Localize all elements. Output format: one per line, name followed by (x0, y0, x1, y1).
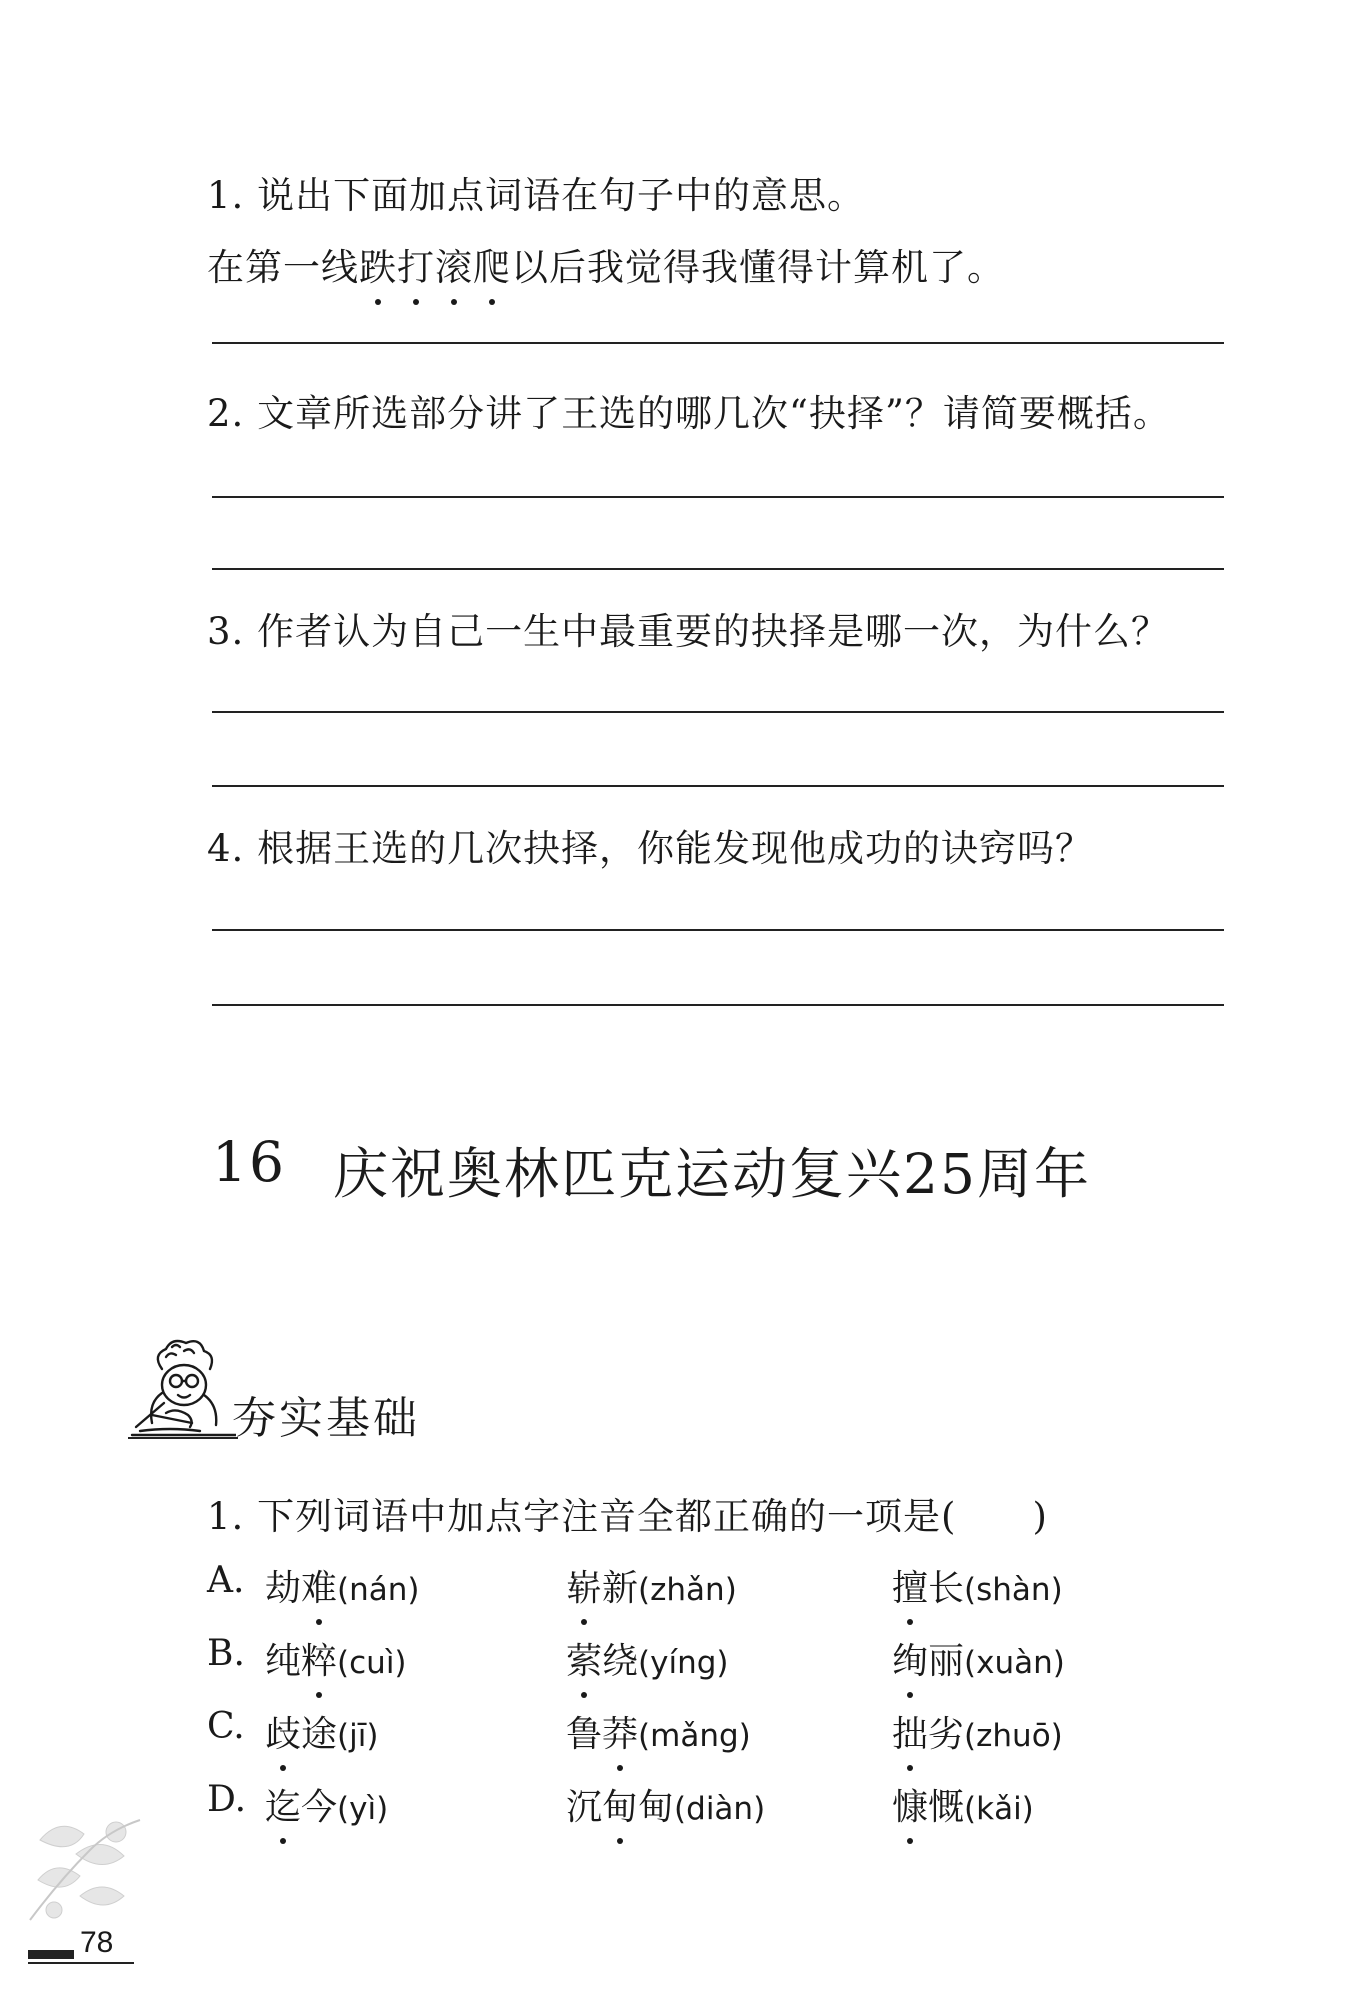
option-d-item-1: 迄今(yì) (265, 1779, 388, 1830)
option-b-letter[interactable]: B. (207, 1633, 245, 1674)
option-a-item-3: 擅长(shàn) (892, 1560, 1063, 1611)
question-2-prompt: 2. 文章所选部分讲了王选的哪几次“抉择”？请简要概括。 (207, 392, 1171, 435)
option-a-letter[interactable]: A. (207, 1560, 245, 1601)
question-1-prompt: 1. 说出下面加点词语在句子中的意思。 (207, 174, 866, 217)
lesson-title: 庆祝奥林匹克运动复兴25周年 (333, 1142, 1091, 1206)
page-number-bar (28, 1950, 74, 1959)
section-underline (128, 1437, 238, 1439)
option-d-item-3: 慷慨(kǎi) (892, 1779, 1034, 1830)
exercise-prompt: 1. 下列词语中加点字注音全都正确的一项是( ) (207, 1495, 1048, 1538)
sentence-before: 在第一线 (207, 246, 359, 289)
scholar-writing-icon (126, 1335, 236, 1447)
option-c-item-1: 歧途(jī) (265, 1706, 378, 1757)
answer-line[interactable] (212, 929, 1224, 931)
answer-line[interactable] (212, 342, 1224, 344)
option-b-item-3: 绚丽(xuàn) (892, 1633, 1065, 1684)
answer-line[interactable] (212, 1004, 1224, 1006)
question-4-prompt: 4. 根据王选的几次抉择，你能发现他成功的诀窍吗？ (207, 827, 1094, 870)
option-c-item-3: 拙劣(zhuō) (892, 1706, 1063, 1757)
page-number: 78 (80, 1926, 114, 1959)
option-b-item-1: 纯粹(cuì) (265, 1633, 407, 1684)
dotted-char: 跌 (359, 237, 397, 291)
section-label: 夯实基础 (232, 1393, 420, 1444)
leaf-decoration-icon (20, 1810, 150, 1930)
dotted-char: 滚 (435, 237, 473, 291)
page-number-underline (28, 1962, 134, 1964)
option-c-letter[interactable]: C. (207, 1706, 245, 1747)
dotted-char: 爬 (473, 237, 511, 291)
option-a-item-1: 劫难(nán) (265, 1560, 420, 1611)
lesson-number: 16 (212, 1130, 286, 1194)
answer-line[interactable] (212, 785, 1224, 787)
option-c-item-2: 鲁莽(mǎng) (566, 1706, 751, 1757)
answer-line[interactable] (212, 711, 1224, 713)
option-b-item-2: 萦绕(yíng) (566, 1633, 729, 1684)
question-3-prompt: 3. 作者认为自己一生中最重要的抉择是哪一次，为什么？ (207, 610, 1170, 653)
answer-line[interactable] (212, 496, 1224, 498)
sentence-after: 以后我觉得我懂得计算机了。 (511, 246, 1005, 289)
answer-line[interactable] (212, 568, 1224, 570)
dotted-char: 打 (397, 237, 435, 291)
option-a-item-2: 崭新(zhǎn) (566, 1560, 737, 1611)
option-d-letter[interactable]: D. (207, 1779, 247, 1820)
option-d-item-2: 沉甸甸(diàn) (566, 1779, 765, 1830)
question-1-sentence (207, 237, 1005, 291)
